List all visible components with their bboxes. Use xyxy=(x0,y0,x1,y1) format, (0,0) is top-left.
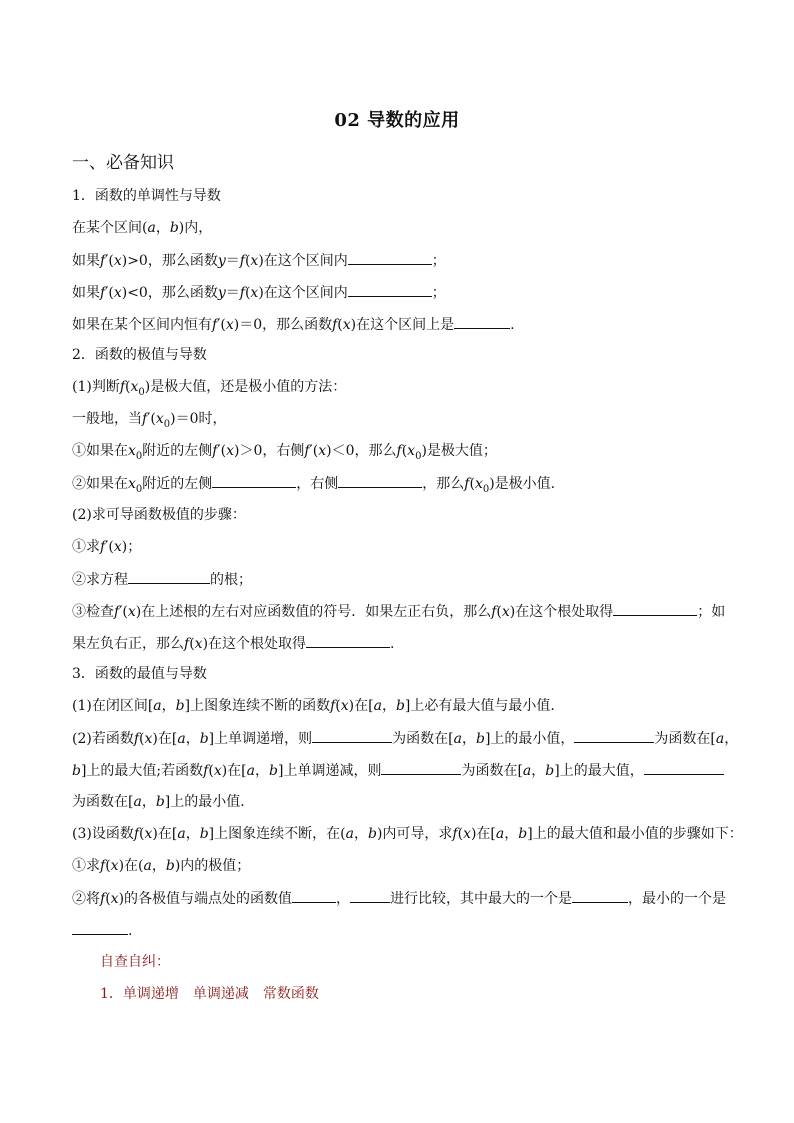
s2-line6: ①求f′(x)； xyxy=(72,539,142,555)
s1-line4: 如果在某个区间内恒有f′(x)＝0，那么函数f(x)在这个区间上是 . xyxy=(72,314,515,335)
s1-line3: 如果f′(x)<0，那么函数y＝f(x)在这个区间内 ； xyxy=(72,282,446,303)
self-check-heading: 自查自纠： xyxy=(100,954,170,970)
fill-blank[interactable] xyxy=(454,314,510,329)
s3-line5: (3)设函数f(x)在[a，b]上图象连续不断，在(a，b)内可导，求f(x)在[a，b]上的最大值和最小值的步骤如下： xyxy=(72,826,743,842)
self-check-answer-1: 1．单调递增 单调递减 常数函数 xyxy=(100,986,319,1002)
s1-line1: 在某个区间(a，b)内， xyxy=(72,220,213,236)
fill-blank[interactable] xyxy=(572,888,628,903)
fill-blank[interactable] xyxy=(128,569,210,584)
fill-blank[interactable] xyxy=(312,728,392,743)
s3-line4: 为函数在[a，b]上的最小值. xyxy=(72,794,245,810)
s3-line3: b]上的最大值;若函数f(x)在[a，b]上单调递减，则 为函数在[a，b]上的最大值， xyxy=(72,760,724,781)
s2-line2: 一般地，当$f'(x_0)=0$时， xyxy=(72,411,227,430)
s2-heading: 2．函数的极值与导数 xyxy=(72,347,207,363)
fill-blank[interactable] xyxy=(72,920,128,935)
s2-line9: 果左负右正，那么f(x)在这个根处取得 . xyxy=(72,633,394,654)
fill-blank[interactable] xyxy=(348,282,432,297)
fill-blank[interactable] xyxy=(292,888,336,903)
fill-blank[interactable] xyxy=(348,250,432,265)
s1-heading: 1．函数的单调性与导数 xyxy=(72,188,221,204)
fill-blank[interactable] xyxy=(306,633,390,648)
s2-line7: ②求方程 的根； xyxy=(72,569,252,590)
fill-blank[interactable] xyxy=(613,601,697,616)
s3-line2: (2)若函数f(x)在[a，b]上单调递增，则 为函数在[a，b]上的最小值， 为函数在[a， xyxy=(72,728,738,749)
s3-line7: ②将f(x)的各极值与端点处的函数值 ， 进行比较，其中最大的一个是 ，最小的一个是 xyxy=(72,888,726,909)
fill-blank[interactable] xyxy=(381,760,461,775)
s1-line2: 如果f′(x)>0，那么函数y＝f(x)在这个区间内 ； xyxy=(72,250,446,271)
s3-line1: (1)在闭区间[a，b]上图象连续不断的函数f(x)在[a，b]上必有最大值与最小值. xyxy=(72,698,555,714)
s3-heading: 3．函数的最值与导数 xyxy=(72,666,207,682)
s2-line8: ③检查f′(x)在上述根的左右对应函数值的符号．如果左正右负，那么f(x)在这个根处取得 ；如 xyxy=(72,601,725,622)
fill-blank[interactable] xyxy=(338,473,422,488)
section-heading: 一、必备知识 xyxy=(72,153,174,173)
s2-line3: ①如果在$x_0$附近的左侧f′(x)＞0，右侧f′(x)＜0，那么$f(x_0)$是极大值； xyxy=(72,443,497,462)
fill-blank[interactable] xyxy=(574,728,654,743)
s3-line8: . xyxy=(72,920,132,941)
fill-blank[interactable] xyxy=(212,473,296,488)
s2-line4: ②如果在$x_0$附近的左侧 ，右侧 ，那么$f(x_0)$是极小值. xyxy=(72,473,555,500)
fill-blank[interactable] xyxy=(644,760,724,775)
fill-blank[interactable] xyxy=(350,888,390,903)
s3-line6: ①求f(x)在(a，b)内的极值； xyxy=(72,858,251,874)
page-title: 02 导数的应用 xyxy=(334,110,460,131)
s2-line5: (2)求可导函数极值的步骤： xyxy=(72,507,246,523)
s2-line1: (1)判断$f(x_0)$是极大值，还是极小值的方法： xyxy=(72,379,347,398)
